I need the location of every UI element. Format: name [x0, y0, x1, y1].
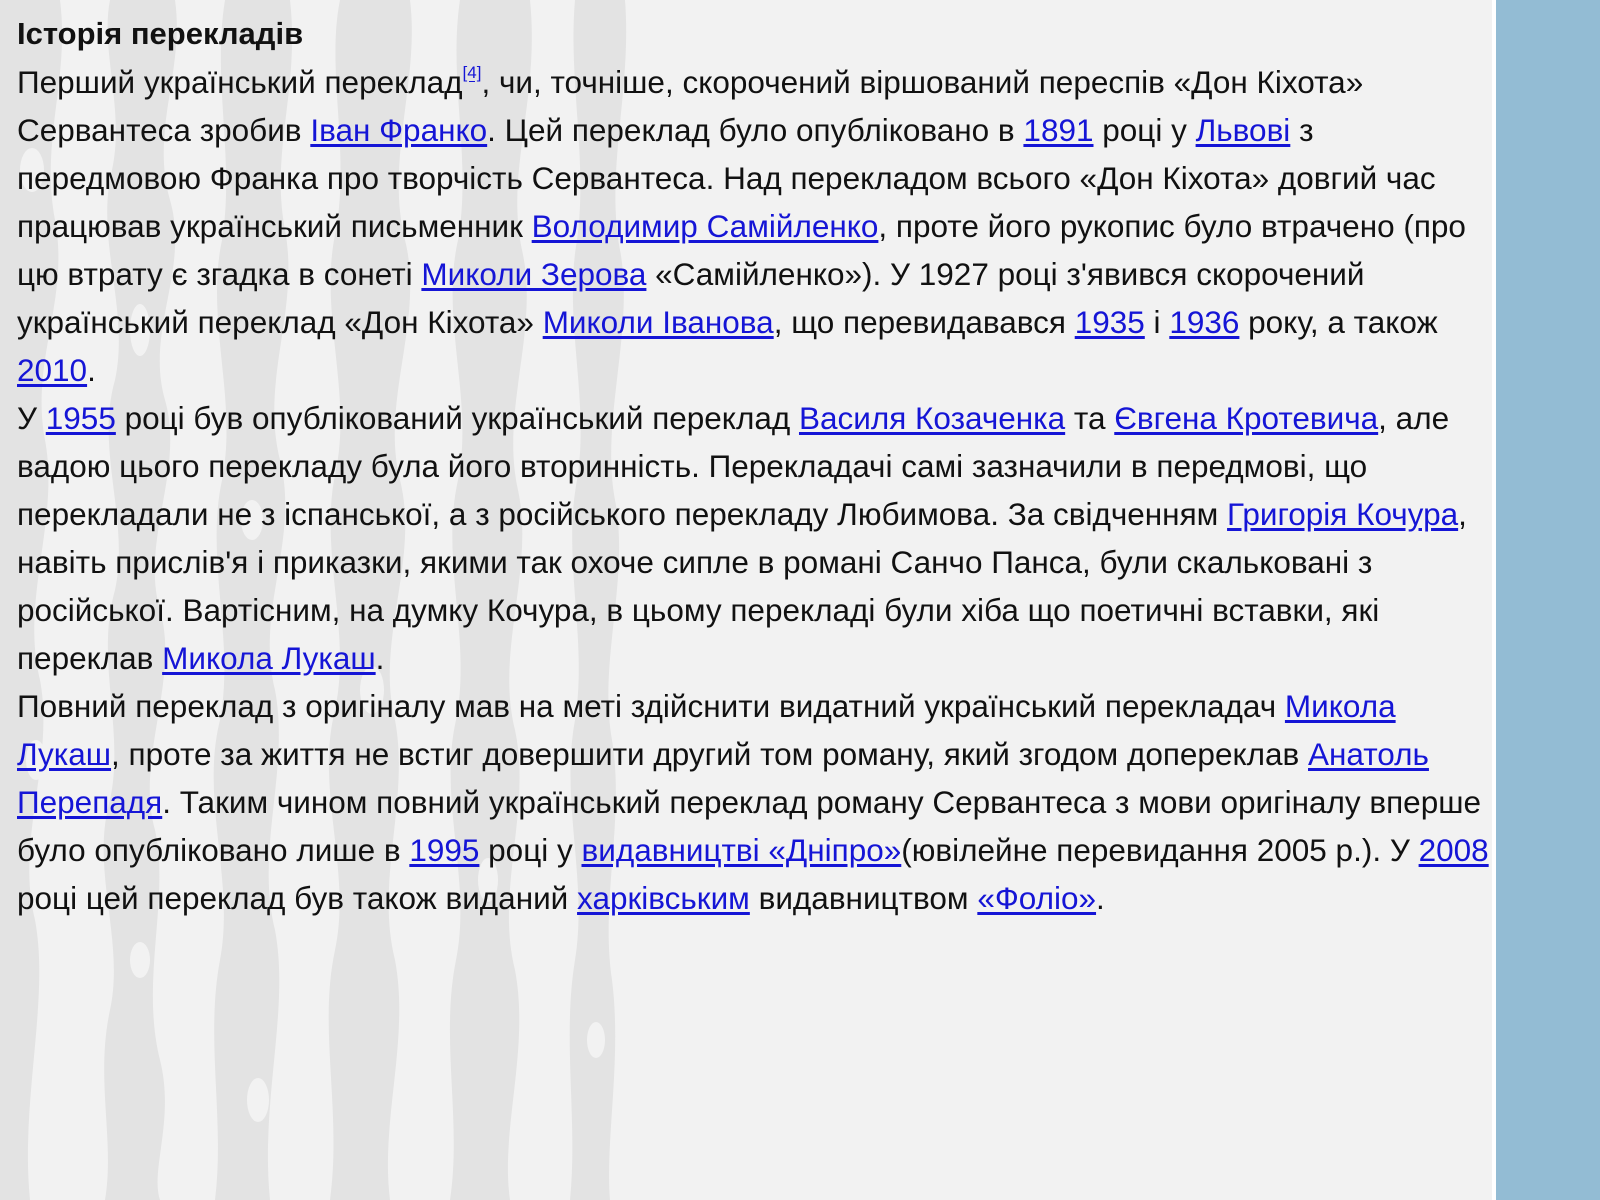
- link-year-1891[interactable]: 1891: [1023, 112, 1094, 148]
- text-segment: У: [17, 400, 46, 436]
- text-segment: , але вадою цього перекладу була його вторинність. Перекладачі самі зазначили в передмові, що перекладали не з іспанської, а з російського перекладу Любимова. За свідченням: [17, 400, 1450, 532]
- text-segment: .: [375, 640, 385, 676]
- text-segment: , проте за життя не встиг довершити другий том роману, який згодом допереклав: [111, 736, 1308, 772]
- section-heading: Історія перекладів: [17, 16, 304, 51]
- paragraph-1955-translation: [17, 394, 1491, 682]
- link-anatol-perepadia[interactable]: Анатоль Перепадя: [17, 736, 1429, 820]
- article-content: [17, 10, 1491, 922]
- link-mykola-lukash[interactable]: Микола Лукаш: [17, 688, 1396, 772]
- text-segment: .: [1096, 880, 1105, 916]
- link-mykola-ivanov[interactable]: Миколи Іванова: [542, 304, 774, 340]
- text-segment: році цей переклад був також виданий: [17, 880, 578, 916]
- text-segment: і: [1144, 304, 1170, 340]
- text-segment: Повний переклад з оригіналу мав на меті здійснити видатний український перекладач: [17, 688, 1285, 724]
- link-dnipro-publishing[interactable]: видавництві «Дніпро»: [581, 832, 902, 868]
- link-volodymyr-samiylenko[interactable]: Володимир Самійленко: [531, 208, 879, 244]
- link-lviv[interactable]: Львові: [1195, 112, 1291, 148]
- footnote-ref: [463, 63, 482, 82]
- paragraph-full-translation: [17, 682, 1491, 922]
- link-folio-publishing[interactable]: «Фоліо»: [977, 880, 1097, 916]
- text-segment: «Самійленко»). У 1927 році з'явився скорочений український переклад «Дон Кіхота»: [17, 256, 1365, 340]
- link-mykola-lukash[interactable]: Микола Лукаш: [162, 640, 376, 676]
- text-segment: , що перевидавався: [773, 304, 1075, 340]
- link-year-1935[interactable]: 1935: [1074, 304, 1145, 340]
- link-year-2008[interactable]: 2008: [1418, 832, 1489, 868]
- text-segment: , навіть прислів'я і приказки, якими так охоче сипле в романі Санчо Панса, були скальковані з російської. Вартісним, на думку Кочура, в цьому перекладі були хіба що поетичні вставки, які переклав: [17, 496, 1467, 676]
- link-year-1995[interactable]: 1995: [409, 832, 480, 868]
- text-segment: . Таким чином повний український переклад роману Сервантеса з мови оригіналу вперше було опубліковано лише в: [17, 784, 1482, 868]
- text-segment: видавництвом: [749, 880, 978, 916]
- text-segment: року, а також: [1239, 304, 1438, 340]
- text-segment: та: [1065, 400, 1115, 436]
- link-kharkiv[interactable]: харківським: [577, 880, 750, 916]
- text-segment: .: [87, 352, 96, 388]
- text-segment: році у: [1093, 112, 1196, 148]
- side-accent-bar: [1492, 0, 1600, 1200]
- text-segment: році був опублікований український переклад: [115, 400, 799, 436]
- link-year-1955[interactable]: 1955: [45, 400, 116, 436]
- text-segment: . Цей переклад було опубліковано в: [487, 112, 1024, 148]
- text-segment: Перший український переклад: [17, 64, 463, 100]
- text-segment: (ювілейне перевидання 2005 р.). У: [901, 832, 1419, 868]
- text-segment: , чи, точніше, скорочений віршований переспів «Дон Кіхота» Сервантеса зробив: [17, 64, 1364, 148]
- footnote-link[interactable]: [4]: [462, 63, 482, 82]
- paragraph-first-translation: [17, 58, 1491, 394]
- link-year-1936[interactable]: 1936: [1169, 304, 1240, 340]
- text-segment: році у: [479, 832, 582, 868]
- link-ivan-franko[interactable]: Іван Франко: [310, 112, 488, 148]
- link-year-2010[interactable]: 2010: [17, 352, 88, 388]
- link-vasyl-kozachenko[interactable]: Василя Козаченка: [798, 400, 1066, 436]
- text-segment: , проте його рукопис було втрачено (про цю втрату є згадка в сонеті: [17, 208, 1466, 292]
- link-mykola-zerov[interactable]: Миколи Зерова: [421, 256, 647, 292]
- link-hryhoriy-kochur[interactable]: Григорія Кочура: [1227, 496, 1459, 532]
- text-segment: з передмовою Франка про творчість Сервантеса. Над перекладом всього «Дон Кіхота» довгий час працював український письменник: [17, 112, 1436, 244]
- side-bar-edge: [1492, 0, 1496, 1200]
- link-yevhen-krotevych[interactable]: Євгена Кротевича: [1114, 400, 1379, 436]
